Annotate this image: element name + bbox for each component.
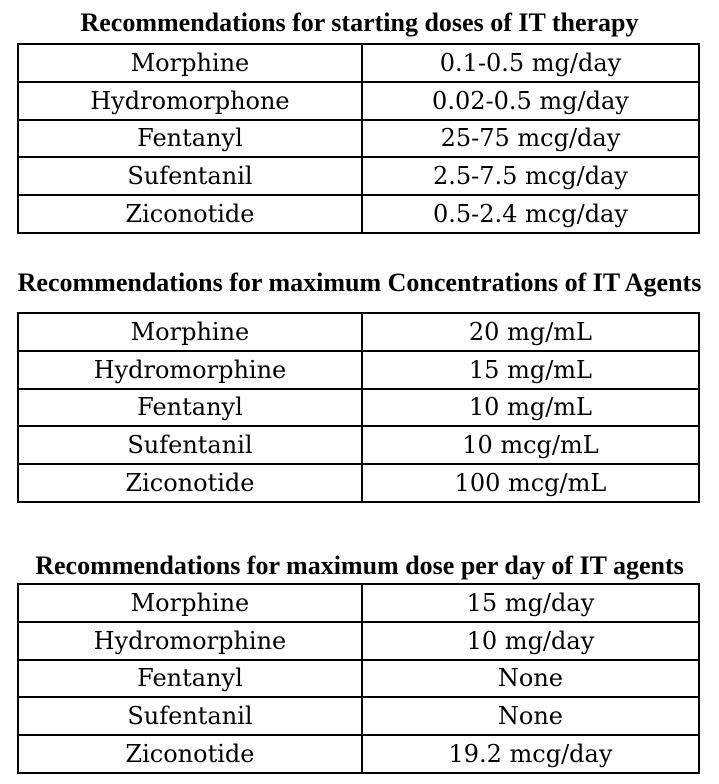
max-daily-dose-section [0,551,719,774]
drug-name-cell: Morphine [18,584,362,622]
dose-value-cell: None [362,697,699,735]
dose-value-cell: 15 mg/day [362,584,699,622]
dose-value-cell: 0.1-0.5 mg/day [362,44,699,82]
table-row [18,426,699,464]
drug-name-cell: Sufentanil [18,697,362,735]
dose-value-cell: 100 mcg/mL [362,464,699,502]
drug-name-cell: Sufentanil [18,157,362,195]
dose-value-cell: 19.2 mcg/day [362,735,699,773]
dose-value-cell: 10 mg/day [362,622,699,660]
table-row [18,157,699,195]
table-row [18,195,699,233]
drug-name-cell: Fentanyl [18,660,362,698]
table-row [18,120,699,158]
table-row [18,82,699,120]
max-concentrations-section [0,268,719,503]
dose-value-cell: 0.02-0.5 mg/day [362,82,699,120]
table-row [18,389,699,427]
starting-doses-title: Recommendations for starting doses of IT therapy [80,8,639,37]
starting-doses-table [17,43,700,234]
drug-name-cell: Sufentanil [18,426,362,464]
dose-value-cell: None [362,660,699,698]
max-concentrations-table [17,312,700,503]
starting-doses-section [0,8,719,234]
table-row [18,464,699,502]
drug-name-cell: Morphine [18,44,362,82]
max-daily-dose-title: Recommendations for maximum dose per day of IT agents [35,550,684,580]
dose-value-cell: 15 mg/mL [362,351,699,389]
dose-value-cell: 2.5-7.5 mcg/day [362,157,699,195]
table-row [18,735,699,773]
table-row [18,584,699,622]
table-row [18,697,699,735]
table-row [18,622,699,660]
drug-name-cell: Ziconotide [18,195,362,233]
drug-name-cell: Fentanyl [18,120,362,158]
table-row [18,660,699,698]
table-row [18,351,699,389]
dose-value-cell: 10 mcg/mL [362,426,699,464]
drug-name-cell: Ziconotide [18,735,362,773]
dose-value-cell: 0.5-2.4 mcg/day [362,195,699,233]
drug-name-cell: Ziconotide [18,464,362,502]
drug-name-cell: Fentanyl [18,389,362,427]
drug-name-cell: Morphine [18,313,362,351]
max-concentrations-title: Recommendations for maximum Concentrations of IT Agents [17,267,702,297]
dose-value-cell: 25-75 mcg/day [362,120,699,158]
drug-name-cell: Hydromorphine [18,351,362,389]
dose-value-cell: 10 mg/mL [362,389,699,427]
max-daily-dose-table [17,583,700,774]
table-row [18,44,699,82]
dose-value-cell: 20 mg/mL [362,313,699,351]
drug-name-cell: Hydromorphine [18,622,362,660]
drug-name-cell: Hydromorphone [18,82,362,120]
table-row [18,313,699,351]
